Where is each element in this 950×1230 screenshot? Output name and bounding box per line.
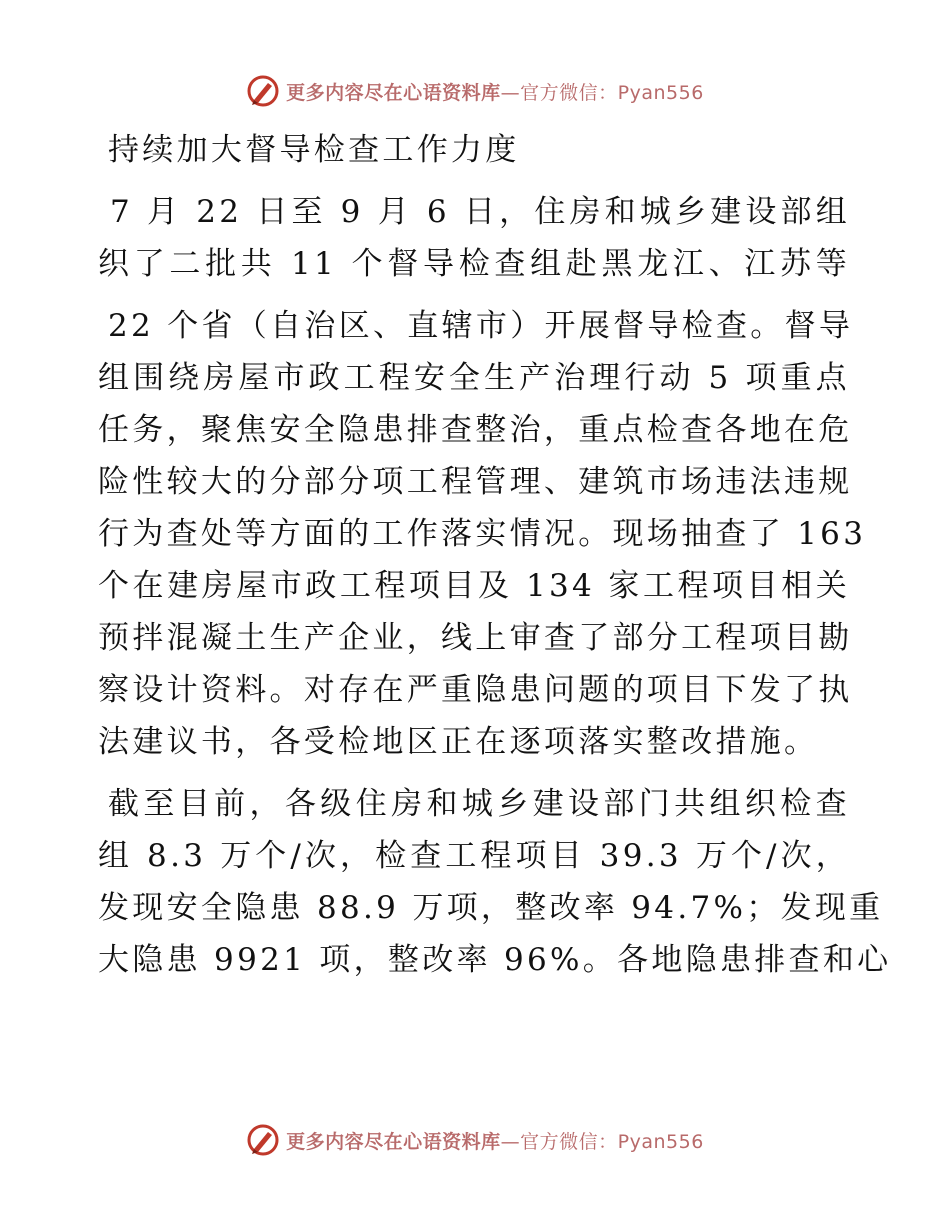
pen-logo-icon: [246, 74, 280, 108]
paragraph-inspection: [98, 186, 867, 768]
watermark-header: [0, 71, 950, 111]
watermark-text: 更多内容尽在心语资料库—官方微信：Pyan556: [286, 81, 704, 104]
paragraph-line: 险性较大的分部分项工程管理、建筑市场违法违规: [98, 464, 853, 500]
watermark-footer: [0, 1120, 950, 1160]
paragraph-line: 22 个省（自治区、直辖市）开展督导检查。督导: [108, 308, 854, 344]
paragraph-line: 预拌混凝土生产企业，线上审查了部分工程项目勘: [98, 620, 853, 656]
watermark-text: 更多内容尽在心语资料库—官方微信：Pyan556: [286, 1130, 704, 1153]
paragraph-line: 截至目前，各级住房和城乡建设部门共组织检查: [108, 786, 850, 822]
paragraph-line: 组围绕房屋市政工程安全生产治理行动 5 项重点: [98, 360, 850, 396]
document-body: [98, 124, 892, 986]
paragraph-line: 大隐患 9921 项，整改率 96%。各地隐患排查和心: [98, 942, 892, 978]
paragraph-line: 组 8.3 万个/次，检查工程项目 39.3 万个/次，: [98, 838, 850, 874]
paragraph-line: 法建议书，各受检地区正在逐项落实整改措施。: [98, 724, 819, 760]
paragraph-line: 个在建房屋市政工程项目及 134 家工程项目相关: [98, 568, 850, 604]
section-heading: 持续加大督导检查工作力度: [108, 132, 520, 168]
paragraph-line: 行为查处等方面的工作落实情况。现场抽查了 163: [98, 516, 867, 552]
pen-logo-icon: [246, 1123, 280, 1157]
paragraph-line: 发现安全隐患 88.9 万项，整改率 94.7%；发现重: [98, 890, 884, 926]
paragraph-line: 织了二批共 11 个督导检查组赴黑龙江、江苏等: [98, 246, 850, 282]
paragraph-line: 任务，聚焦安全隐患排查整治，重点检查各地在危: [98, 412, 853, 448]
paragraph-statistics: [98, 778, 892, 986]
paragraph-line: 7 月 22 日至 9 月 6 日，住房和城乡建设部组: [110, 194, 850, 230]
paragraph-line: 察设计资料。对存在严重隐患问题的项目下发了执: [98, 672, 853, 708]
